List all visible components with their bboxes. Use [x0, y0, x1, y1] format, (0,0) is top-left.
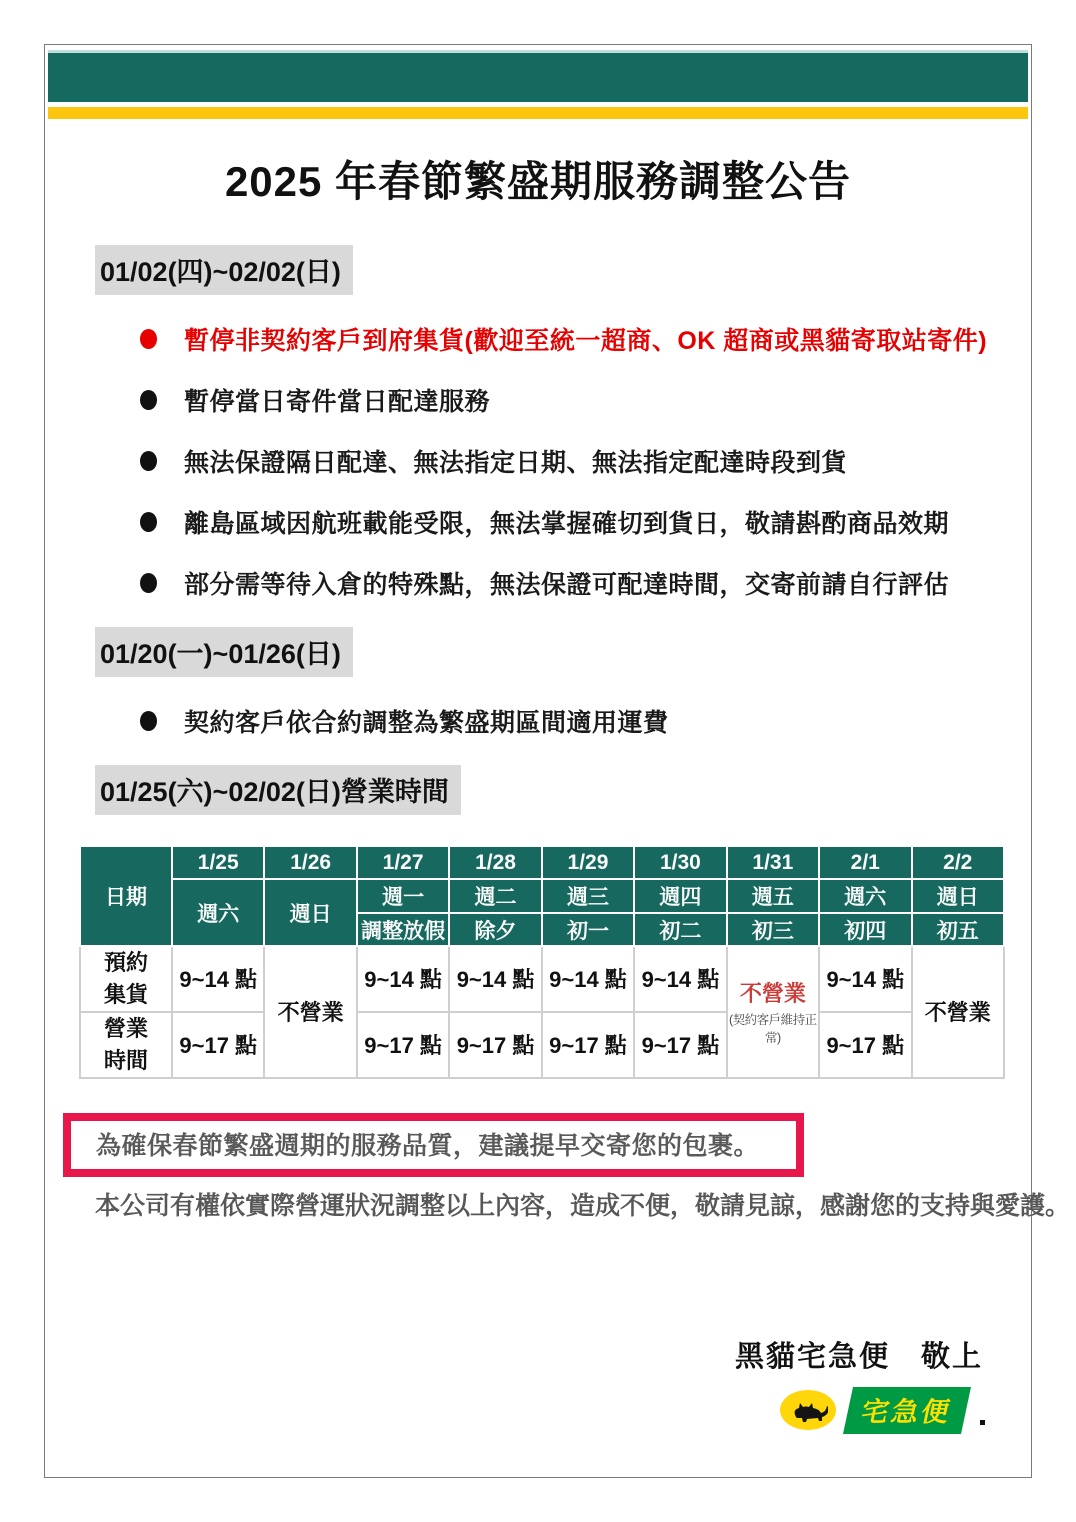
weekday-cell: 週五: [727, 879, 819, 913]
table-date-row: [80, 846, 1004, 879]
time-cell: 9~14 點: [634, 946, 726, 1012]
bullet-item: [140, 383, 1031, 417]
row-label-line: 集貨: [103, 981, 148, 1007]
closed-cell: 不營業: [912, 946, 1005, 1078]
bullet-text: 無法保證隔日配達、無法指定日期、無法指定配達時段到貨: [184, 449, 848, 477]
date-cell: 1/31: [727, 846, 819, 879]
bullet-item: [140, 704, 1031, 738]
date-cell: 1/27: [357, 846, 449, 879]
pickup-row: [80, 946, 1004, 1012]
row-label-pickup: [80, 946, 172, 1012]
weekday-cell: 週六: [172, 879, 264, 946]
bullet-item: [140, 505, 1031, 539]
festival-cell: 初二: [634, 913, 726, 946]
time-cell: 9~14 點: [542, 946, 634, 1012]
date-cell: 1/26: [264, 846, 356, 879]
festival-cell: 初三: [727, 913, 819, 946]
bullet-text: 暫停當日寄件當日配達服務: [184, 388, 491, 416]
table-weekday-row: [80, 879, 1004, 913]
signature-text: 黑貓宅急便 敬上: [734, 1340, 983, 1373]
row-label-business: [80, 1012, 172, 1078]
weekday-cell: 週二: [449, 879, 541, 913]
time-cell: 9~17 點: [449, 1012, 541, 1078]
bullet-dot-icon: [140, 711, 157, 731]
section-heading-period2: 01/20(一)~01/26(日): [95, 627, 353, 677]
bullet-item: [140, 566, 1031, 600]
trademark-dot: [980, 1420, 985, 1425]
bullet-text: 離島區域因航班載能受限，無法掌握確切到貨日，敬請斟酌商品效期: [184, 510, 950, 538]
date-cell: 2/1: [819, 846, 911, 879]
table-corner-label: 日期: [80, 846, 172, 946]
festival-cell: 除夕: [449, 913, 541, 946]
time-cell: 9~14 點: [172, 946, 264, 1012]
time-cell: 9~17 點: [357, 1012, 449, 1078]
time-cell: 9~17 點: [542, 1012, 634, 1078]
bullet-item: [140, 322, 1031, 356]
festival-cell: 初四: [819, 913, 911, 946]
date-cell: 1/28: [449, 846, 541, 879]
time-cell: 9~14 點: [449, 946, 541, 1012]
header-yellow-stripe: [48, 107, 1028, 119]
page-title: 2025 年春節繁盛期服務調整公告: [224, 158, 852, 205]
festival-cell: 初五: [912, 913, 1005, 946]
notice-box: [63, 1113, 804, 1177]
bullet-dot-icon: [140, 390, 157, 410]
row-label-line: 預約: [103, 950, 148, 975]
logo-text: 宅急便: [858, 1396, 955, 1427]
time-cell: 9~17 點: [172, 1012, 264, 1078]
weekday-cell: 週三: [542, 879, 634, 913]
bullet-dot-icon: [140, 329, 157, 349]
date-cell: 1/29: [542, 846, 634, 879]
festival-cell: 初一: [542, 913, 634, 946]
closed-label: 不營業: [739, 981, 806, 1007]
row-label-line: 營業: [103, 1015, 148, 1041]
time-cell: 9~17 點: [634, 1012, 726, 1078]
date-cell: 1/30: [634, 846, 726, 879]
festival-cell: 調整放假: [357, 913, 449, 946]
time-cell: 9~14 點: [357, 946, 449, 1012]
bullet-dot-icon: [140, 573, 157, 593]
logo-wordmark: [843, 1387, 971, 1434]
business-row: [80, 1012, 1004, 1078]
black-cat-icon: [780, 1390, 836, 1430]
row-label-line: 時間: [103, 1047, 148, 1073]
closed-note: (契約客戶維持正常): [729, 1013, 817, 1046]
bullet-text: 部分需等待入倉的特殊點，無法保證可配達時間，交寄前請自行評估: [184, 571, 950, 599]
bullet-dot-icon: [140, 451, 157, 471]
bullet-text: 暫停非契約客戶到府集貨(歡迎至統一超商、OK 超商或黑貓寄取站寄件): [184, 327, 988, 355]
date-cell: 1/25: [172, 846, 264, 879]
weekday-cell: 週一: [357, 879, 449, 913]
header-teal-band: [48, 50, 1028, 102]
section-heading-period1: 01/02(四)~02/02(日): [95, 245, 353, 295]
date-cell: 2/2: [912, 846, 1005, 879]
time-cell: 9~17 點: [819, 1012, 911, 1078]
weekday-cell: 週日: [912, 879, 1005, 913]
bullet-dot-icon: [140, 512, 157, 532]
weekday-cell: 週六: [819, 879, 911, 913]
disclaimer-text: 本公司有權依實際營運狀況調整以上內容，造成不便，敬請見諒，感謝您的支持與愛護。: [95, 1191, 1071, 1220]
weekday-cell: 週日: [264, 879, 356, 946]
notice-text: 為確保春節繁盛週期的服務品質，建議提早交寄您的包裹。: [96, 1131, 760, 1160]
bullet-text: 契約客戶依合約調整為繁盛期區間適用運費: [184, 709, 669, 737]
bullet-item: [140, 444, 1031, 478]
closed-cell-with-note: [727, 946, 819, 1078]
time-cell: 9~14 點: [819, 946, 911, 1012]
closed-cell: 不營業: [264, 946, 356, 1078]
brand-logo: [45, 1387, 983, 1434]
section-heading-business-hours: 01/25(六)~02/02(日)營業時間: [95, 765, 461, 815]
schedule-table: [79, 845, 1005, 1079]
announcement-document: [44, 44, 1071, 1478]
weekday-cell: 週四: [634, 879, 726, 913]
